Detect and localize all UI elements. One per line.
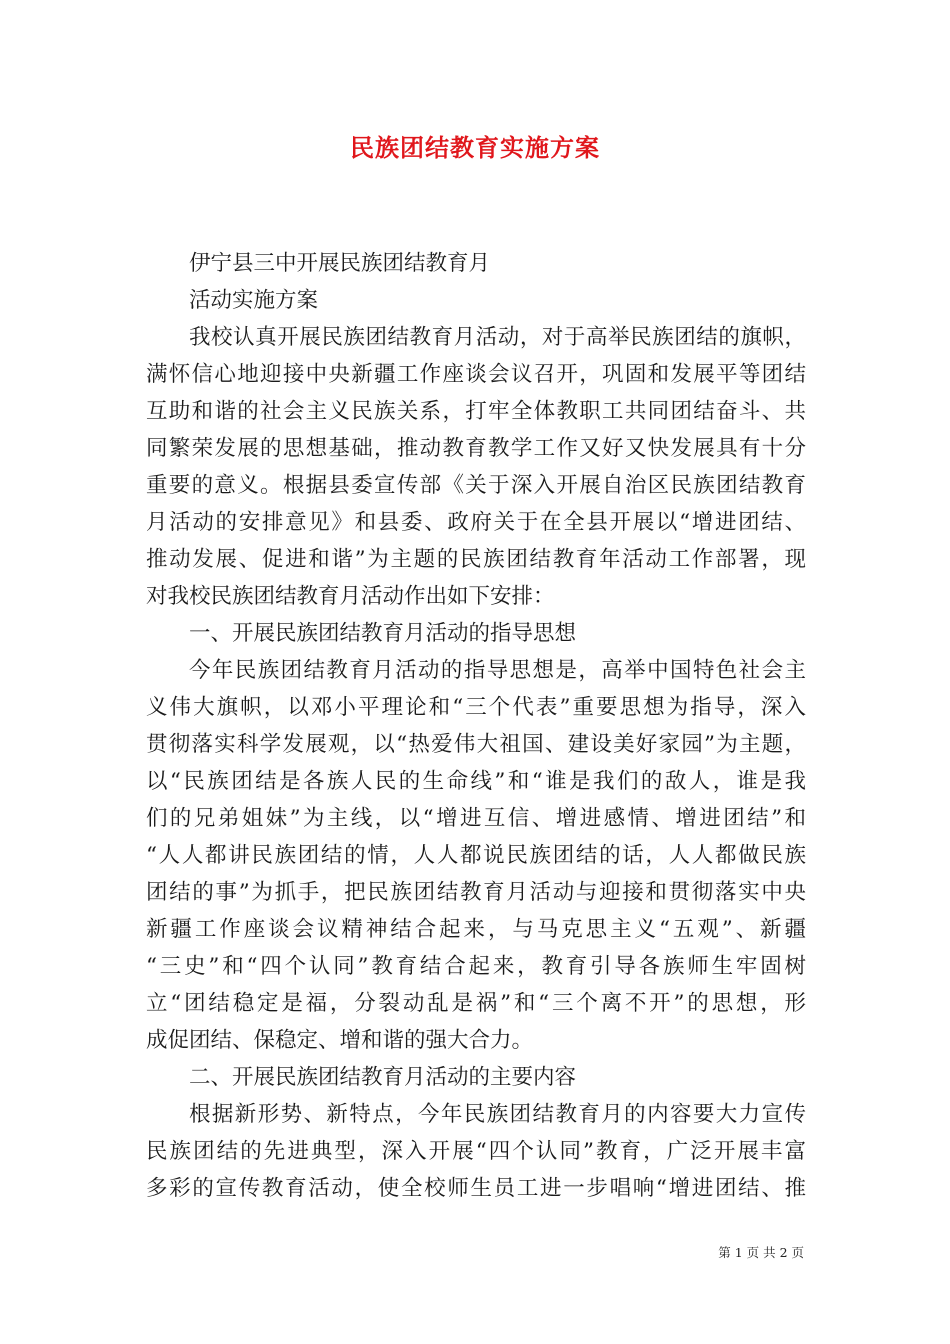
text-line: 互助和谐的社会主义民族关系，打牢全体教职工共同团结奋斗、共 bbox=[146, 399, 806, 424]
text-line: 伊宁县三中开展民族团结教育月 bbox=[189, 251, 491, 276]
text-line: 一、开展民族团结教育月活动的指导思想 bbox=[189, 621, 577, 646]
text-line: 根据新形势、新特点，今年民族团结教育月的内容要大力宣传 bbox=[189, 1102, 806, 1127]
page-footer: 第 1 页 共 2 页 bbox=[718, 1245, 804, 1260]
document-body bbox=[146, 245, 806, 1207]
text-line: 们的兄弟姐妹”为主线，以“增进互信、增进感情、增进团结”和 bbox=[146, 806, 806, 831]
text-line: 今年民族团结教育月活动的指导思想是，高举中国特色社会主 bbox=[189, 658, 806, 683]
text-line: “三史”和“四个认同”教育结合起来，教育引导各族师生牢固树 bbox=[146, 954, 806, 979]
text-line: 我校认真开展民族团结教育月活动，对于高举民族团结的旗帜， bbox=[189, 325, 806, 350]
text-line: 以“民族团结是各族人民的生命线”和“谁是我们的敌人，谁是我 bbox=[146, 769, 806, 794]
text-line: 成促团结、保稳定、增和谐的强大合力。 bbox=[146, 1028, 534, 1053]
text-line: 团结的事”为抓手，把民族团结教育月活动与迎接和贯彻落实中央 bbox=[146, 880, 806, 905]
text-line: 对我校民族团结教育月活动作出如下安排： bbox=[146, 584, 555, 609]
text-line: 二、开展民族团结教育月活动的主要内容 bbox=[189, 1065, 577, 1090]
text-line: 活动实施方案 bbox=[189, 288, 319, 313]
text-line: 新疆工作座谈会议精神结合起来，与马克思主义“五观”、新疆 bbox=[146, 917, 806, 942]
text-line: 推动发展、促进和谐”为主题的民族团结教育年活动工作部署，现 bbox=[146, 547, 806, 572]
text-line: 义伟大旗帜，以邓小平理论和“三个代表”重要思想为指导，深入 bbox=[146, 695, 806, 720]
document-title: 民族团结教育实施方案 bbox=[350, 133, 600, 162]
text-line: 多彩的宣传教育活动，使全校师生员工进一步唱响“增进团结、推 bbox=[146, 1176, 806, 1201]
text-line: 民族团结的先进典型，深入开展“四个认同”教育，广泛开展丰富 bbox=[146, 1139, 806, 1164]
text-line: 满怀信心地迎接中央新疆工作座谈会议召开，巩固和发展平等团结 bbox=[146, 362, 806, 387]
text-line: 立“团结稳定是福，分裂动乱是祸”和“三个离不开”的思想，形 bbox=[146, 991, 806, 1016]
text-line: 贯彻落实科学发展观，以“热爱伟大祖国、建设美好家园”为主题， bbox=[146, 732, 806, 757]
text-line: 月活动的安排意见》和县委、政府关于在全县开展以“增进团结、 bbox=[146, 510, 806, 535]
text-line: 同繁荣发展的思想基础，推动教育教学工作又好又快发展具有十分 bbox=[146, 436, 806, 461]
text-line: 重要的意义。根据县委宣传部《关于深入开展自治区民族团结教育 bbox=[146, 473, 806, 498]
text-line: “人人都讲民族团结的情，人人都说民族团结的话，人人都做民族 bbox=[146, 843, 806, 868]
